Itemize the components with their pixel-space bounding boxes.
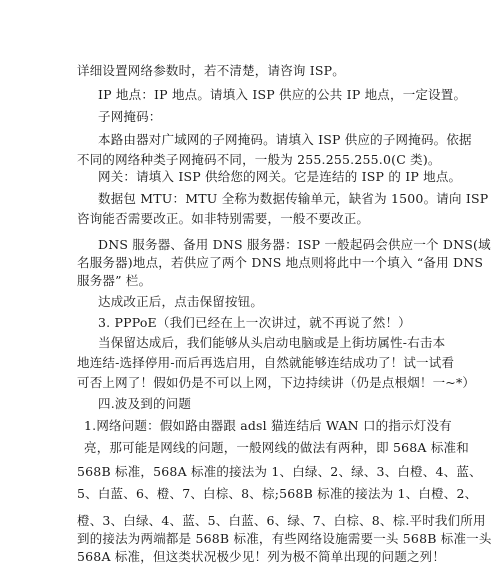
text-line: 咨询能否需要改正。如非特别需要，一般不要改正。: [77, 211, 370, 226]
text-line: 5、白蓝、6、橙、7、白棕、8、棕;568B 标准的接法为 1、白橙、2、: [77, 486, 478, 501]
text-line: 当保留达成后，我们能够从头启动电脑或是上街坊属性-右击本: [98, 335, 446, 350]
text-line: IP 地点：IP 地点。请填入 ISP 供应的公共 IP 地点，一定设置。: [98, 87, 467, 102]
text-line: 本路由器对广域网的子网掩码。请填入 ISP 供应的子网掩码。依据: [98, 132, 472, 147]
text-line: 不同的网络种类子网掩码不同，一般为 255.255.255.0(C 类)。: [77, 152, 441, 167]
text-line: 到的接法为两端都是 568B 标准，有些网络设施需要一头 568B 标准一头: [77, 531, 492, 546]
text-line: 达成改正后，点击保留按钮。: [98, 294, 264, 309]
text-line: 3. PPPoE（我们已经在上一次讲过，就不再说了然！）: [98, 315, 411, 330]
text-line: 网关：请填入 ISP 供给您的网关。它是连结的 ISP 的 IP 地点。: [98, 169, 462, 184]
text-line: 亮，那可能是网线的问题，一般网线的做法有两种，即 568A 标准和: [84, 440, 469, 455]
text-line: 子网掩码：: [98, 109, 162, 124]
text-line: 服务器” 栏。: [77, 273, 152, 288]
text-line: DNS 服务器、备用 DNS 服务器：ISP 一般起码会供应一个 DNS(域: [98, 237, 491, 252]
text-line: 数据包 MTU：MTU 全称为数据传输单元，缺省为 1500。请向 ISP: [98, 191, 489, 206]
text-line: 568B 标准，568A 标准的接法为 1、白绿、2、绿、3、白橙、4、蓝、: [77, 464, 482, 479]
text-line: 橙、3、白绿、4、蓝、5、白蓝、6、绿、7、白棕、8、棕.平时我们所用: [77, 513, 486, 528]
text-line: 地连结-选择停用-而后再选启用，自然就能够连结成功了！试一试看: [77, 355, 455, 370]
text-line: 可否上网了！假如仍是不可以上网，下边持续讲（仍是点根烟！一~*）: [77, 375, 476, 390]
text-line: 四.波及到的问题: [98, 396, 192, 411]
text-line: 详细设置网络参数时，若不清楚，请咨询 ISP。: [77, 63, 345, 78]
text-line: 名服务器)地点，若供应了两个 DNS 地点则将此中一个填入 “备用 DNS: [77, 255, 484, 270]
text-line: 1.网络问题：假如路由器跟 adsl 猫连结后 WAN 口的指示灯没有: [84, 418, 452, 433]
text-line: 568A 标准，但这类状况极少见！列为极不简单出现的问题之列！: [77, 549, 446, 564]
